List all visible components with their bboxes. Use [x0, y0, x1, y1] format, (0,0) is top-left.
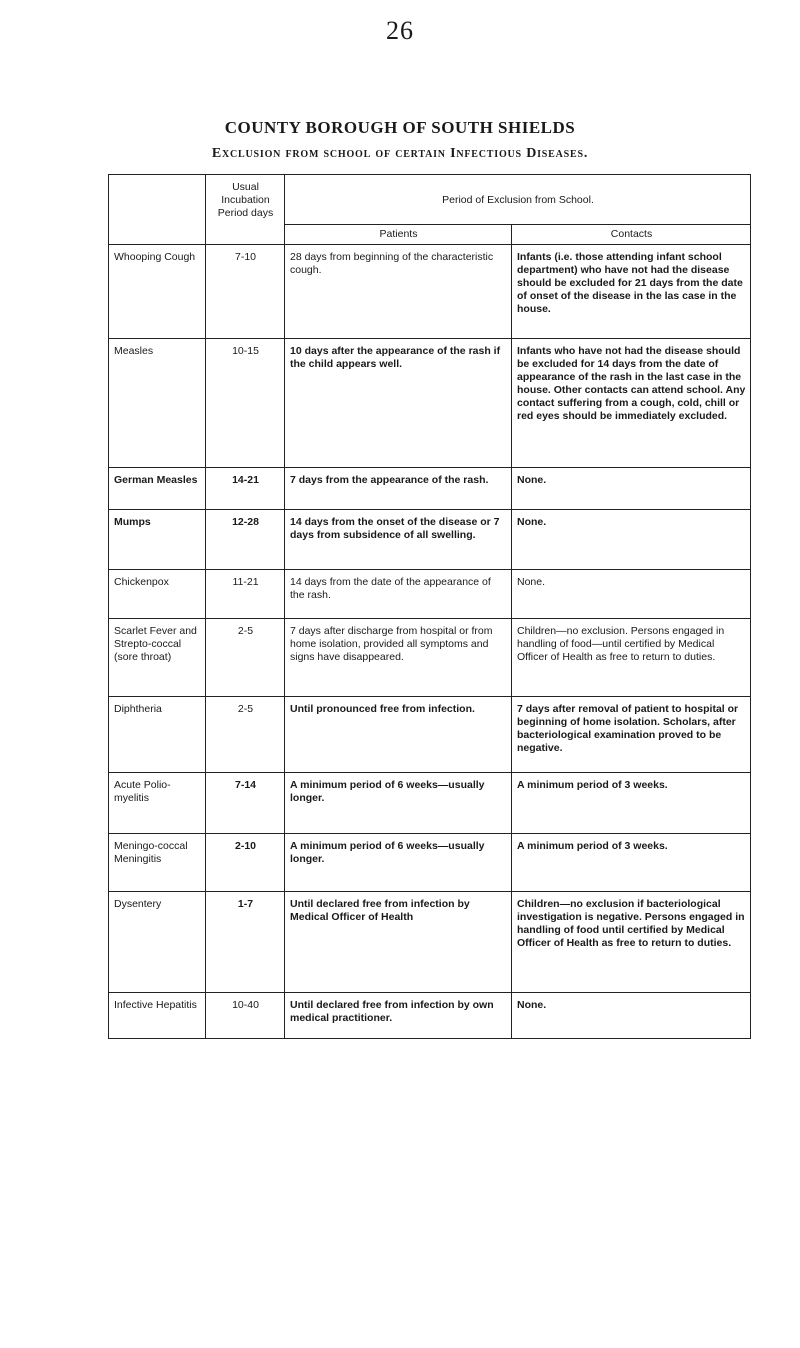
disease-cell: Dysentery — [109, 892, 206, 993]
disease-cell: Scarlet Fever and Strepto-coccal (sore throat) — [109, 619, 206, 697]
table-row — [109, 245, 751, 339]
disease-cell: Whooping Cough — [109, 245, 206, 339]
document-heading: COUNTY BOROUGH OF SOUTH SHIELDS — [224, 118, 576, 137]
contacts-cell: Infants (i.e. those attending infant school department) who have not had the disease should be excluded for 21 days from the date of onset of the disease in the las case in the house. — [512, 245, 751, 339]
patients-cell: Until declared free from infection by own medical practitioner. — [285, 993, 512, 1039]
incubation-cell: 10-15 — [206, 339, 285, 468]
disease-cell: Diphtheria — [109, 697, 206, 773]
incubation-cell: 1-7 — [206, 892, 285, 993]
incubation-cell: 2-5 — [206, 697, 285, 773]
disease-cell: Chickenpox — [109, 570, 206, 619]
disease-cell: German Measles — [109, 468, 206, 510]
table-row — [109, 773, 751, 834]
patients-cell: 10 days after the appearance of the rash if the child appears well. — [285, 339, 512, 468]
patients-cell: A minimum period of 6 weeks—usually longer. — [285, 834, 512, 892]
contacts-cell: Infants who have not had the disease should be excluded for 14 days from the date of appearance of the rash in the last case in the house. Other contacts can attend school. Any contact suffering from a cough, cold, chill or red eyes should be immediately excluded. — [512, 339, 751, 468]
contacts-cell: None. — [512, 993, 751, 1039]
contacts-cell: 7 days after removal of patient to hospital or beginning of home isolation. Scholars, after bacteriological examination proved to be negative. — [512, 697, 751, 773]
header-contacts: Contacts — [512, 225, 751, 245]
table-row — [109, 510, 751, 570]
incubation-cell: 2-5 — [206, 619, 285, 697]
contacts-cell: Children—no exclusion if bacteriological investigation is negative. Persons engaged in handling of food until certified by Medical Officer of Health as free to return to duties. — [512, 892, 751, 993]
contacts-cell: A minimum period of 3 weeks. — [512, 834, 751, 892]
table-row — [109, 570, 751, 619]
patients-cell: 14 days from the date of the appearance of the rash. — [285, 570, 512, 619]
incubation-cell: 7-10 — [206, 245, 285, 339]
disease-cell: Meningo-coccal Meningitis — [109, 834, 206, 892]
table-row — [109, 339, 751, 468]
patients-cell: Until declared free from infection by Medical Officer of Health — [285, 892, 512, 993]
table-row — [109, 468, 751, 510]
incubation-cell: 12-28 — [206, 510, 285, 570]
patients-cell: 7 days from the appearance of the rash. — [285, 468, 512, 510]
header-exclusion-period: Period of Exclusion from School. — [285, 175, 751, 225]
incubation-cell: 11-21 — [206, 570, 285, 619]
page-number: 26 — [386, 16, 414, 45]
header-disease — [109, 175, 206, 245]
incubation-cell: 14-21 — [206, 468, 285, 510]
table-row — [109, 834, 751, 892]
exclusion-table — [108, 174, 751, 1039]
contacts-cell: Children—no exclusion. Persons engaged in handling of food—until certified by Medical Officer of Health as free to return to duties. — [512, 619, 751, 697]
contacts-cell: None. — [512, 570, 751, 619]
patients-cell: 28 days from beginning of the characteristic cough. — [285, 245, 512, 339]
table-row — [109, 619, 751, 697]
patients-cell: 7 days after discharge from hospital or from home isolation, provided all symptoms and signs have disappeared. — [285, 619, 512, 697]
patients-cell: 14 days from the onset of the disease or 7 days from subsidence of all swelling. — [285, 510, 512, 570]
disease-cell: Measles — [109, 339, 206, 468]
document-subheading: Exclusion from school of certain Infectious Diseases. — [211, 146, 589, 161]
header-incubation: Usual Incubation Period days — [206, 175, 285, 245]
table-row — [109, 697, 751, 773]
disease-cell: Infective Hepatitis — [109, 993, 206, 1039]
disease-cell: Acute Polio-myelitis — [109, 773, 206, 834]
disease-cell: Mumps — [109, 510, 206, 570]
contacts-cell: None. — [512, 510, 751, 570]
patients-cell: Until pronounced free from infection. — [285, 697, 512, 773]
incubation-cell: 10-40 — [206, 993, 285, 1039]
patients-cell: A minimum period of 6 weeks—usually longer. — [285, 773, 512, 834]
table-row — [109, 892, 751, 993]
contacts-cell: None. — [512, 468, 751, 510]
contacts-cell: A minimum period of 3 weeks. — [512, 773, 751, 834]
incubation-cell: 2-10 — [206, 834, 285, 892]
header-patients: Patients — [285, 225, 512, 245]
table-row — [109, 993, 751, 1039]
incubation-cell: 7-14 — [206, 773, 285, 834]
exclusion-table-container — [108, 174, 750, 1039]
